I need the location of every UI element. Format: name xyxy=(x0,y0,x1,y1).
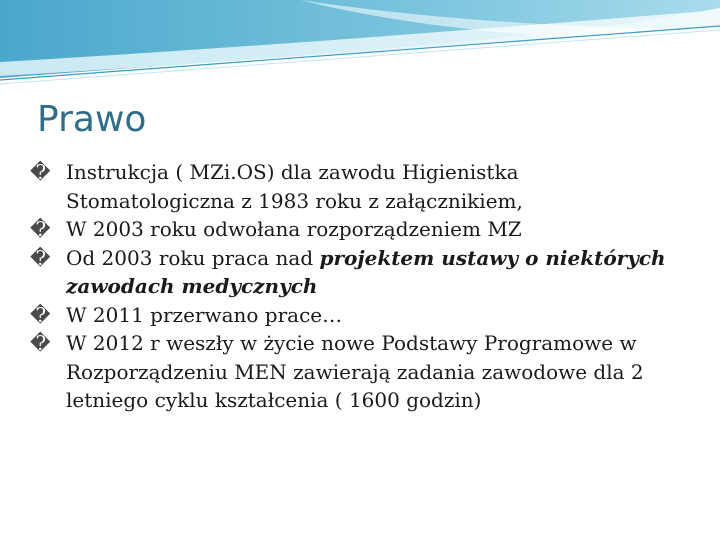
bullet-item xyxy=(30,215,690,244)
bullet-text: Od 2003 roku praca nad xyxy=(66,245,320,270)
bullet-icon: � xyxy=(30,331,51,355)
bullet-emphasis-text: projektem ustawy o niektórych zawodach medycznych xyxy=(66,245,666,298)
bullet-item xyxy=(30,329,690,415)
header-wave-decoration xyxy=(0,0,720,90)
bullet-item xyxy=(30,301,690,330)
bullet-text: W 2012 r weszły w życie nowe Podstawy Programowe w Rozporządzeniu MEN zawierają zadania zawodowe dla 2 letniego cyklu kształcenia ( 1600 godzin) xyxy=(66,331,644,412)
bullet-list xyxy=(30,158,690,415)
bullet-icon: � xyxy=(30,217,51,241)
bullet-item xyxy=(30,244,690,301)
bullet-icon: � xyxy=(30,302,51,327)
bullet-icon: � xyxy=(30,160,51,184)
bullet-text: W 2011 przerwano prace… xyxy=(66,302,343,327)
slide-title: Prawo xyxy=(37,99,147,140)
bullet-text: Instrukcja ( MZi.OS) dla zawodu Higienistka Stomatologiczna z 1983 roku z załącznikiem, xyxy=(66,160,523,213)
bullet-item xyxy=(30,158,690,215)
bullet-text: W 2003 roku odwołana rozporządzeniem MZ xyxy=(66,217,522,241)
bullet-icon: � xyxy=(30,245,51,270)
